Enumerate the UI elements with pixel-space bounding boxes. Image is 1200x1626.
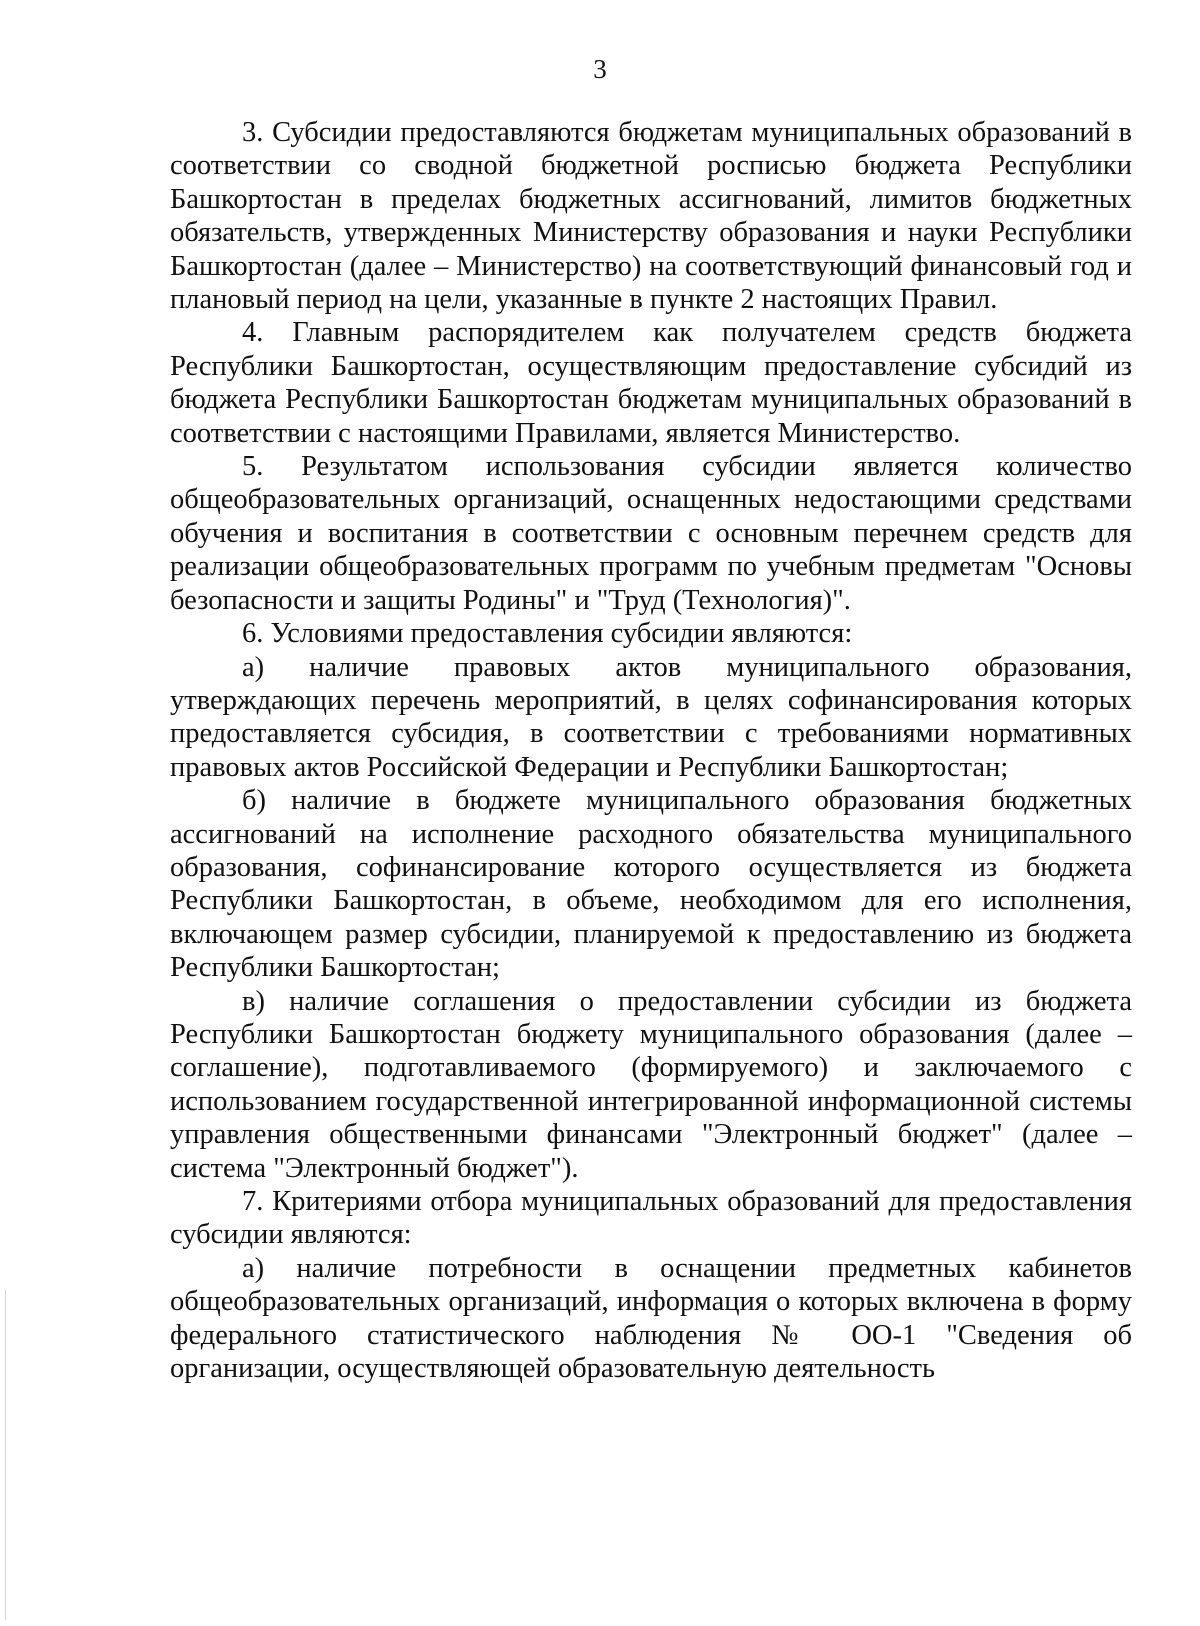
paragraph-5-result: 5. Результатом использования субсидии является количество общеобразовательных организаций, оснащенных недостающими средствами обучения и воспитания в соответствии с основным перечнем средств для реализации общеобразовательных программ по учебным предметам "Основы безопасности и защиты Родины" и "Труд (Технология)". bbox=[170, 451, 1132, 616]
document-body bbox=[170, 116, 1132, 1385]
paragraph-6b: б) наличие в бюджете муниципального образования бюджетных ассигнований на исполнение расходного обязательства муниципального образования, софинансирование которого осуществляется из бюджета Республики Башкортостан, в объеме, необходимом для его исполнения, включающем размер субсидии, планируемой к предоставлению из бюджета Республики Башкортостан; bbox=[170, 785, 1132, 984]
paragraph-7a: а) наличие потребности в оснащении предметных кабинетов общеобразовательных организаций, информация о которых включена в форму федерального статистического наблюдения № ОО-1 "Сведения об организации, осуществляющей образовательную деятельность bbox=[170, 1252, 1132, 1385]
paragraph-6v: в) наличие соглашения о предоставлении субсидии из бюджета Республики Башкортостан бюджету муниципального образования (далее – соглашение), подготавливаемого (формируемого) и заключаемого с использованием государственной интегрированной информационной системы управления общественными финансами "Электронный бюджет" (далее – система "Электронный бюджет"). bbox=[170, 985, 1132, 1184]
paragraph-6a: а) наличие правовых актов муниципального образования, утверждающих перечень мероприятий, в целях софинансирования которых предоставляется субсидия, в соответствии с требованиями нормативных правовых актов Российской Федерации и Республики Башкортостан; bbox=[170, 651, 1132, 783]
page-number: 3 bbox=[593, 54, 607, 84]
scan-edge-mark bbox=[5, 1290, 6, 1620]
paragraph-4-main-manager: 4. Главным распорядителем как получателем средств бюджета Республики Башкортостан, осуществляющим предоставление субсидий из бюджета Республики Башкортостан бюджетам муниципальных образований в соответствии с настоящими Правилами, является Министерство. bbox=[170, 317, 1132, 449]
paragraph-6-conditions: 6. Условиями предоставления субсидии являются: bbox=[242, 618, 853, 650]
paragraph-7-criteria: 7. Критериями отбора муниципальных образований для предоставления субсидии являются: bbox=[170, 1186, 1132, 1251]
paragraph-3-subsidies: 3. Субсидии предоставляются бюджетам муниципальных образований в соответствии со сводной бюджетной росписью бюджета Республики Башкортостан в пределах бюджетных ассигнований, лимитов бюджетных обязательств, утвержденных Министерству образования и науки Республики Башкортостан (далее – Министерство) на соответствующий финансовый год и плановый период на цели, указанные в пункте 2 настоящих Правил. bbox=[170, 117, 1132, 316]
